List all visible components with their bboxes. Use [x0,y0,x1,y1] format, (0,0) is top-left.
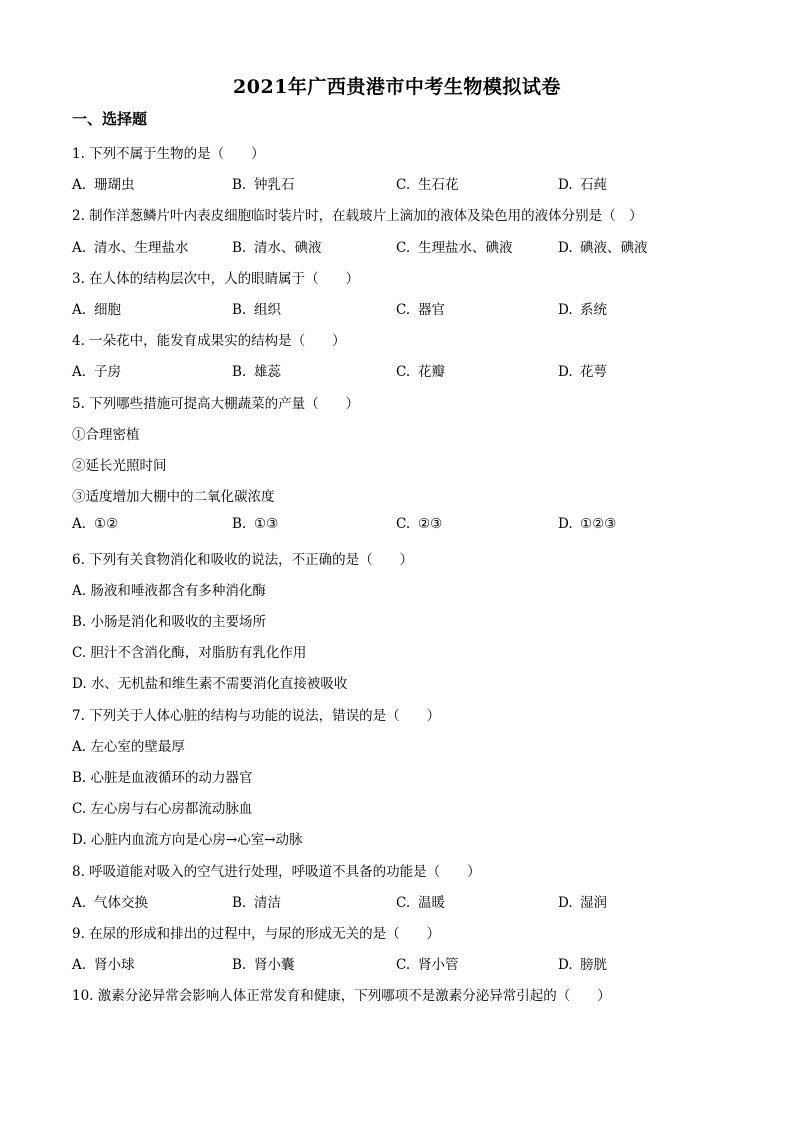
question-item: ①合理密植 [72,426,140,443]
option-letter: C. [396,302,411,318]
answer-option: D. 心脏内血流方向是心房→心室→动脉 [72,832,303,849]
answer-option [396,891,445,911]
option-letter: C. [396,177,411,194]
answer-option [558,953,607,973]
option-letter: C. [396,957,411,974]
answer-option: B. 小肠是消化和吸收的主要场所 [72,614,267,630]
option-text: 清水、碘液 [254,239,322,256]
answer-option [72,360,121,380]
option-letter: B. [232,957,247,974]
option-letter: B. [232,177,247,194]
section-heading: 一、选择题 [72,110,148,128]
answer-option [232,953,295,973]
answer-option [558,173,607,193]
option-text: 清水、生理盐水 [94,239,189,256]
question-stem: 8. 呼吸道能对吸入的空气进行处理，呼吸道不具备的功能是（ ） [72,863,481,880]
option-text: 细胞 [94,302,121,318]
option-letter: D. [558,302,573,318]
answer-option [72,298,121,318]
option-text: 珊瑚虫 [94,177,135,194]
answer-option: C. 胆汁不含消化酶，对脂肪有乳化作用 [72,645,307,662]
option-text: 清洁 [254,894,281,911]
answer-option: B. 心脏是血液循环的动力器官 [72,770,253,786]
option-text: 膀胱 [580,957,607,974]
option-letter: C. [396,239,411,256]
question-stem: 10. 激素分泌异常会影响人体正常发育和健康，下列哪项不是激素分泌异常引起的（ ） [72,988,611,1005]
option-letter: B. [232,894,247,911]
question-stem: 4. 一朵花中，能发育成果实的结构是（ ） [72,333,346,350]
option-text: 碘液、碘液 [580,239,648,256]
option-text: 生理盐水、碘液 [418,239,513,256]
option-text: 组织 [254,302,281,318]
question-stem: 1. 下列不属于生物的是（ ） [72,146,265,162]
answer-option [396,298,445,318]
option-text: 钟乳石 [254,177,295,194]
answer-option [72,173,135,193]
option-letter: C. [396,894,411,911]
answer-option [396,173,459,193]
answer-option [232,298,281,318]
option-letter: D. [558,516,573,533]
answer-option [232,173,295,193]
answer-option [396,360,445,380]
option-letter: B. [232,239,247,256]
option-letter: B. [232,516,247,533]
answer-option [558,360,607,380]
option-text: 气体交换 [94,894,148,911]
option-text: 雄蕊 [254,364,281,381]
option-text: 器官 [418,302,445,318]
option-letter: C. [396,364,411,381]
answer-option [396,516,442,532]
option-letter: A. [72,516,87,533]
answer-option [72,953,135,973]
answer-option [396,953,459,973]
answer-option [72,891,148,911]
question-stem: 6. 下列有关食物消化和吸收的说法，不正确的是（ ） [72,551,414,568]
answer-option [72,236,189,256]
answer-option [558,298,607,318]
answer-option [232,236,322,256]
question-stem: 9. 在尿的形成和排出的过程中，与尿的形成无关的是（ ） [72,926,441,942]
answer-option [558,236,648,256]
question-stem: 2. 制作洋葱鳞片叶内表皮细胞临时装片时，在载玻片上滴加的液体及染色用的液体分别是（ ） [72,208,643,225]
option-letter: A. [72,177,87,194]
option-letter: C. [396,516,411,533]
answer-option: D. 水、无机盐和维生素不需要消化直接被吸收 [72,676,348,693]
option-letter: A. [72,302,87,318]
question-item: ③适度增加大棚中的二氧化碳浓度 [72,489,275,506]
option-text: ①③ [254,516,279,533]
option-text: 湿润 [580,894,607,911]
question-stem: 7. 下列关于人体心脏的结构与功能的说法，错误的是（ ） [72,707,441,724]
option-letter: D. [558,957,573,974]
page-title: 2021年广西贵港市中考生物模拟试卷 [233,76,561,98]
option-letter: D. [558,364,573,381]
option-letter: D. [558,177,573,194]
question-stem: 3. 在人体的结构层次中，人的眼睛属于（ ） [72,270,360,287]
option-letter: D. [558,239,573,256]
answer-option [558,516,616,532]
question-stem: 5. 下列哪些措施可提高大棚蔬菜的产量（ ） [72,395,360,412]
answer-option [232,516,278,532]
answer-option: A. 肠液和唾液都含有多种消化酶 [72,582,266,599]
option-text: 子房 [94,364,121,381]
option-letter: A. [72,957,87,974]
option-letter: A. [72,364,87,381]
option-letter: A. [72,894,87,911]
option-text: 肾小管 [418,957,459,974]
option-text: 系统 [580,302,607,318]
option-text: 温暖 [418,894,445,911]
option-text: 花萼 [580,364,607,381]
option-text: 肾小球 [94,957,135,974]
option-letter: B. [232,364,247,381]
option-text: 肾小囊 [254,957,295,974]
option-text: ①②③ [580,516,617,533]
option-text: ①② [94,516,119,533]
option-letter: B. [232,302,247,318]
answer-option [232,891,281,911]
answer-option [396,236,513,256]
question-item: ②延长光照时间 [72,458,167,474]
option-text: ②③ [418,516,443,533]
answer-option: A. 左心室的壁最厚 [72,738,185,755]
answer-option [558,891,607,911]
answer-option [232,360,281,380]
option-text: 生石花 [418,177,459,194]
option-text: 石莼 [580,177,607,194]
option-text: 花瓣 [418,364,445,381]
answer-option: C. 左心房与右心房都流动脉血 [72,801,253,818]
option-letter: A. [72,239,87,256]
option-letter: D. [558,894,573,911]
answer-option [72,516,118,532]
